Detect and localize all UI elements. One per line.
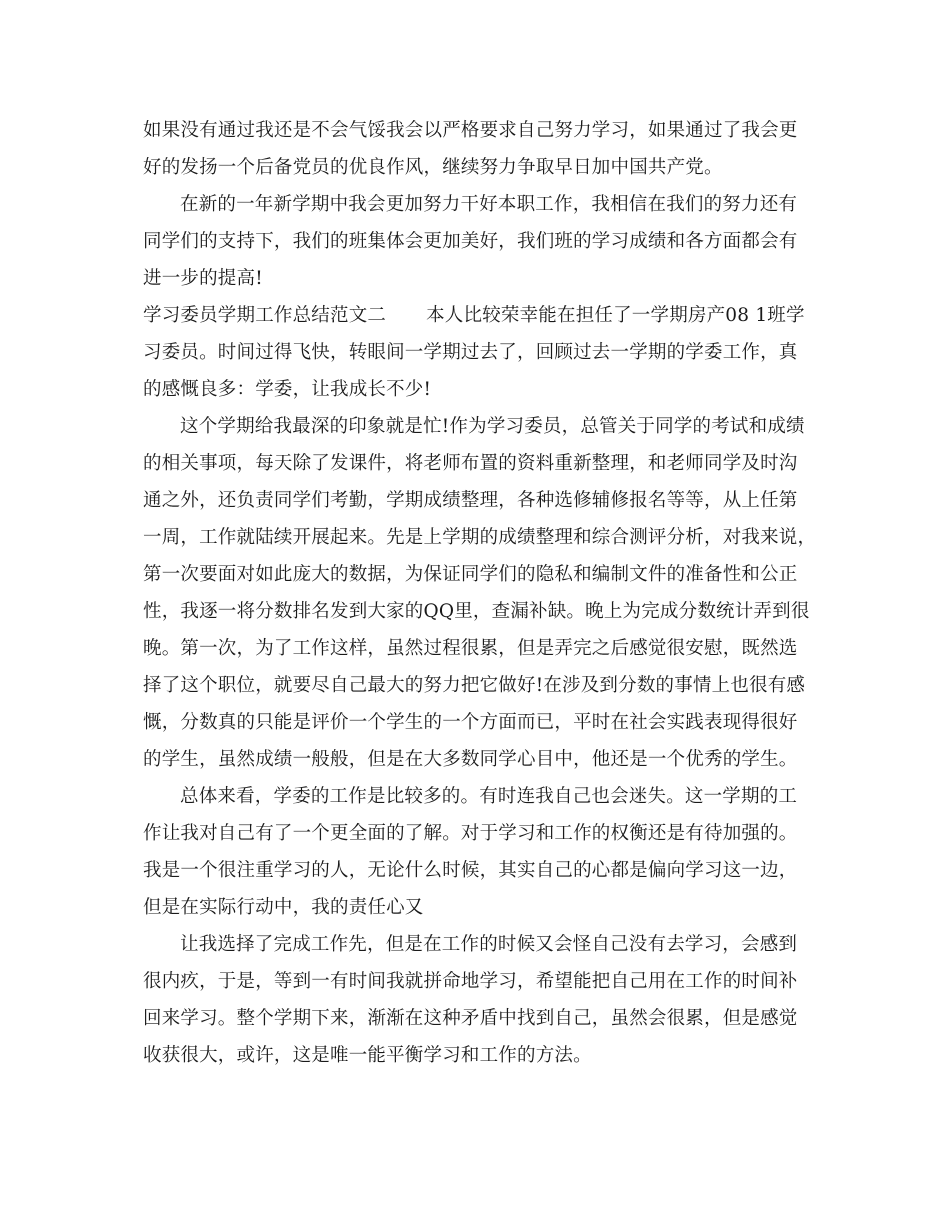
text-line: 择了这个职位，就要尽自己最大的努力把它做好!在涉及到分数的事情上也很有感 (143, 675, 806, 696)
text-line: 收获很大，或许，这是唯一能平衡学习和工作的方法。 (143, 1045, 592, 1066)
text-line: 性，我逐一将分数排名发到大家的QQ里，查漏补缺。晚上为完成分数统计弄到很 (143, 601, 810, 622)
text-line: 第一次要面对如此庞大的数据，为保证同学们的隐私和编制文件的准备性和公正 (143, 564, 798, 585)
text-line: 慨，分数真的只能是评价一个学生的一个方面而已，平时在社会实践表现得很好 (143, 712, 798, 733)
text-line: 的学生，虽然成绩一般般，但是在大多数同学心目中，他还是一个优秀的学生。 (143, 749, 798, 770)
text-line: 我是一个很注重学习的人，无论什么时候，其实自己的心都是偏向学习这一边， (143, 860, 798, 881)
text-line: 作让我对自己有了一个更全面的了解。对于学习和工作的权衡还是有待加强的。 (143, 823, 798, 844)
text-line: 很内疚，于是，等到一有时间我就拼命地学习，希望能把自己用在工作的时间补 (143, 971, 798, 992)
section-title: 学习委员学期工作总结范文二 (143, 305, 387, 326)
text-line: 通之外，还负责同学们考勤，学期成绩整理，各种选修辅修报名等等，从上任第 (143, 490, 798, 511)
section-title-line (143, 297, 808, 334)
text-line: 的相关事项，每天除了发课件，将老师布置的资料重新整理，和老师同学及时沟 (143, 453, 798, 474)
text-line: 晚。第一次，为了工作这样，虽然过程很累，但是弄完之后感觉很安慰，既然选 (143, 638, 798, 659)
section-intro-text: 本人比较荣幸能在担任了一学期房产08 1班学 (426, 305, 805, 326)
text-line: 的感慨良多：学委，让我成长不少! (143, 379, 432, 400)
text-line: 在新的一年新学期中我会更加努力干好本职工作，我相信在我们的努力还有 (180, 194, 798, 215)
text-line: 好的发扬一个后备党员的优良作风，继续努力争取早日加中国共产党。 (143, 157, 723, 178)
text-line: 进一步的提高! (143, 268, 263, 289)
document-body (143, 112, 817, 1074)
text-line: 但是在实际行动中，我的责任心又 (143, 897, 424, 918)
text-line: 回来学习。整个学期下来，渐渐在这种矛盾中找到自己，虽然会很累，但是感觉 (143, 1008, 798, 1029)
text-line: 总体来看，学委的工作是比较多的。有时连我自己也会迷失。这一学期的工 (180, 786, 798, 807)
text-line: 让我选择了完成工作先，但是在工作的时候又会怪自己没有去学习，会感到 (180, 934, 798, 955)
text-line: 如果没有通过我还是不会气馁我会以严格要求自己努力学习，如果通过了我会更 (143, 120, 798, 141)
text-line: 这个学期给我最深的印象就是忙!作为学习委员，总管关于同学的考试和成绩 (180, 416, 805, 437)
text-line: 习委员。时间过得飞快，转眼间一学期过去了，回顾过去一学期的学委工作，真 (143, 342, 798, 363)
text-line: 同学们的支持下，我们的班集体会更加美好，我们班的学习成绩和各方面都会有 (143, 231, 798, 252)
text-line: 一周，工作就陆续开展起来。先是上学期的成绩整理和综合测评分析，对我来说， (143, 527, 817, 548)
